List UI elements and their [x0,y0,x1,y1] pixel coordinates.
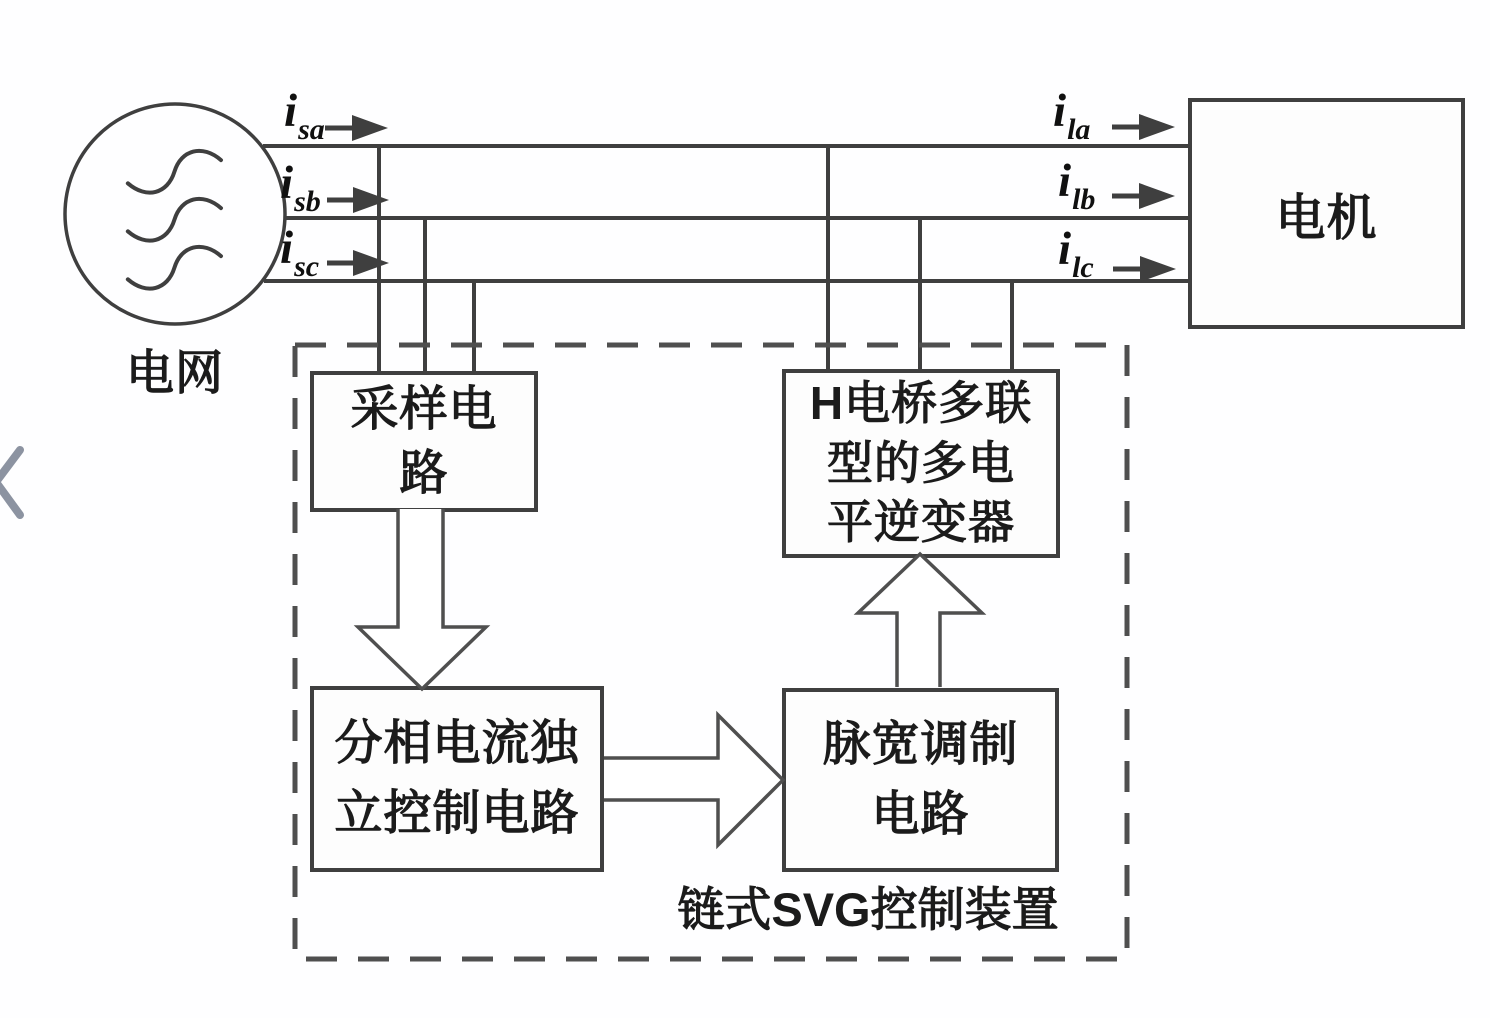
current-label-ilb: ilb [1058,155,1096,216]
sampling-tap-wires [379,146,474,373]
control-unit-caption: 链式SVG控制装置 [677,882,1059,936]
inverter-label: H电桥多联 型的多电 平逆变器 [809,376,1033,549]
grid-label: 电网 [125,346,224,400]
sampling-circuit-label: 采样电 路 [350,383,498,500]
chevron-left-icon[interactable] [0,450,20,515]
current-label-isb: isb [280,157,321,218]
pwm-circuit-label: 脉宽调制 电路 [822,718,1019,841]
current-label-isc: isc [280,222,320,283]
phase-control-label: 分相电流独 立控制电路 [334,717,580,840]
up-arrow-icon [858,554,982,687]
motor-label: 电机 [1275,189,1378,246]
current-label-isa: isa [284,85,325,146]
down-arrow-icon [358,509,486,689]
current-arrow-ilc-icon [1113,256,1176,282]
current-arrow-ilb-icon [1112,183,1175,209]
ac-source-icon [65,104,285,324]
current-label-ila: ila [1053,85,1091,146]
current-arrow-isa-icon [325,115,388,141]
inverter-tap-wires [828,146,1012,371]
current-arrow-ila-icon [1112,114,1175,140]
right-arrow-icon [604,715,783,845]
current-label-ilc: ilc [1058,223,1094,284]
phase-wires [263,146,1190,284]
